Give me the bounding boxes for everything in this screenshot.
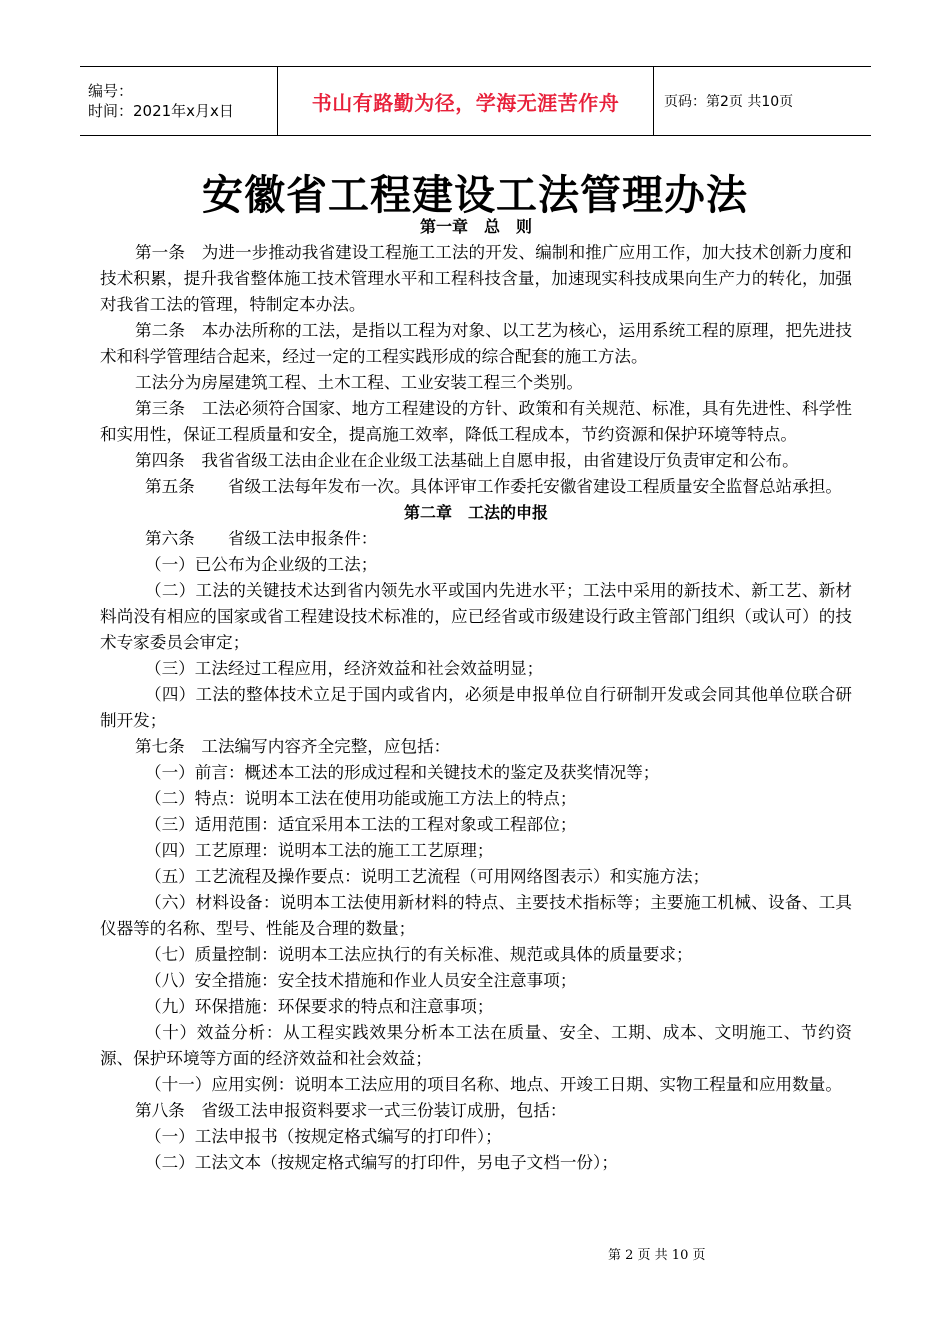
page-footer: 第 2 页 共 10 页 [608, 1248, 706, 1263]
document-title: 安徽省工程建设工法管理办法 [202, 171, 748, 219]
paragraph: 第三条 工法必须符合国家、地方工程建设的方针、政策和有关规范、标准，具有先进性、科学性和实用性，保证工程质量和安全，提高施工效率，降低工程成本，节约资源和保护环境等特点。 [100, 399, 852, 444]
paragraph: （一）前言：概述本工法的形成过程和关键技术的鉴定及获奖情况等； [145, 763, 660, 782]
paragraph: 第六条 省级工法申报条件： [145, 529, 378, 548]
paragraph: （三）工法经过工程应用，经济效益和社会效益明显； [145, 659, 544, 678]
paragraph: （十）效益分析：从工程实践效果分析本工法在质量、安全、工期、成本、文明施工、节约资源、保护环境等方面的经济效益和社会效益； [100, 1023, 852, 1068]
time-label: 时间：2021年x月x日 [88, 102, 234, 120]
paragraph: （二）特点：说明本工法在使用功能或施工方法上的特点； [145, 789, 577, 808]
paragraph: 第七条 工法编写内容齐全完整，应包括： [135, 737, 451, 756]
paragraph: （二）工法文本（按规定格式编写的打印件，另电子文档一份）； [145, 1153, 618, 1172]
page-label: 页码：第2页 共10页 [664, 94, 794, 110]
paragraph: （二）工法的关键技术达到省内领先水平或国内先进水平；工法中采用的新技术、新工艺、新材料尚没有相应的国家或省工程建设技术标准的，应已经省或市级建设行政主管部门组织（或认可）的技术专家委员会审定； [100, 581, 852, 652]
paragraph: （四）工法的整体技术立足于国内或省内，必须是申报单位自行研制开发或会同其他单位联合研制开发； [100, 685, 852, 730]
paragraph: 第八条 省级工法申报资料要求一式三份装订成册，包括： [135, 1101, 567, 1120]
paragraph: （八）安全措施：安全技术措施和作业人员安全注意事项； [145, 971, 577, 990]
paragraph: 第四条 我省省级工法由企业在企业级工法基础上自愿申报，由省建设厅负责审定和公布。 [135, 451, 799, 470]
paragraph: （七）质量控制：说明本工法应执行的有关标准、规范或具体的质量要求； [145, 945, 693, 964]
paragraph: 第五条 省级工法每年发布一次。具体评审工作委托安徽省建设工程质量安全监督总站承担。 [145, 477, 842, 496]
chapter-heading: 第二章 工法的申报 [403, 503, 548, 522]
chapter-heading: 第一章 总 则 [419, 217, 532, 236]
paragraph: 第一条 为进一步推动我省建设工程施工工法的开发、编制和推广应用工作，加大技术创新力度和技术积累，提升我省整体施工技术管理水平和工程科技含量，加速现实科技成果向生产力的转化，加强对我省工法的管理，特制定本办法。 [100, 243, 852, 314]
paragraph: （三）适用范围：适宜采用本工法的工程对象或工程部位； [145, 815, 577, 834]
paragraph: （十一）应用实例：说明本工法应用的项目名称、地点、开竣工日期、实物工程量和应用数量。 [145, 1075, 842, 1094]
page-header [80, 66, 871, 136]
header-page-cell [654, 67, 871, 135]
paragraph: 工法分为房屋建筑工程、土木工程、工业安装工程三个类别。 [135, 373, 584, 392]
header-motto-cell [278, 67, 654, 135]
paragraph: （一）已公布为企业级的工法； [145, 555, 378, 574]
header-meta [80, 67, 278, 135]
motto-text: 书山有路勤为径，学海无涯苦作舟 [311, 90, 620, 115]
paragraph: 第二条 本办法所称的工法，是指以工程为对象、以工艺为核心，运用系统工程的原理，把先进技术和科学管理结合起来，经过一定的工程实践形成的综合配套的施工方法。 [100, 321, 852, 366]
paragraph: （五）工艺流程及操作要点：说明工艺流程（可用网络图表示）和实施方法； [145, 867, 710, 886]
code-label: 编号： [88, 82, 134, 100]
document-body [100, 214, 852, 1176]
paragraph: （六）材料设备：说明本工法使用新材料的特点、主要技术指标等；主要施工机械、设备、工具仪器等的名称、型号、性能及合理的数量； [100, 893, 852, 938]
paragraph: （一）工法申报书（按规定格式编写的打印件）； [145, 1127, 502, 1146]
paragraph: （九）环保措施：环保要求的特点和注意事项； [145, 997, 494, 1016]
paragraph: （四）工艺原理：说明本工法的施工工艺原理； [145, 841, 494, 860]
